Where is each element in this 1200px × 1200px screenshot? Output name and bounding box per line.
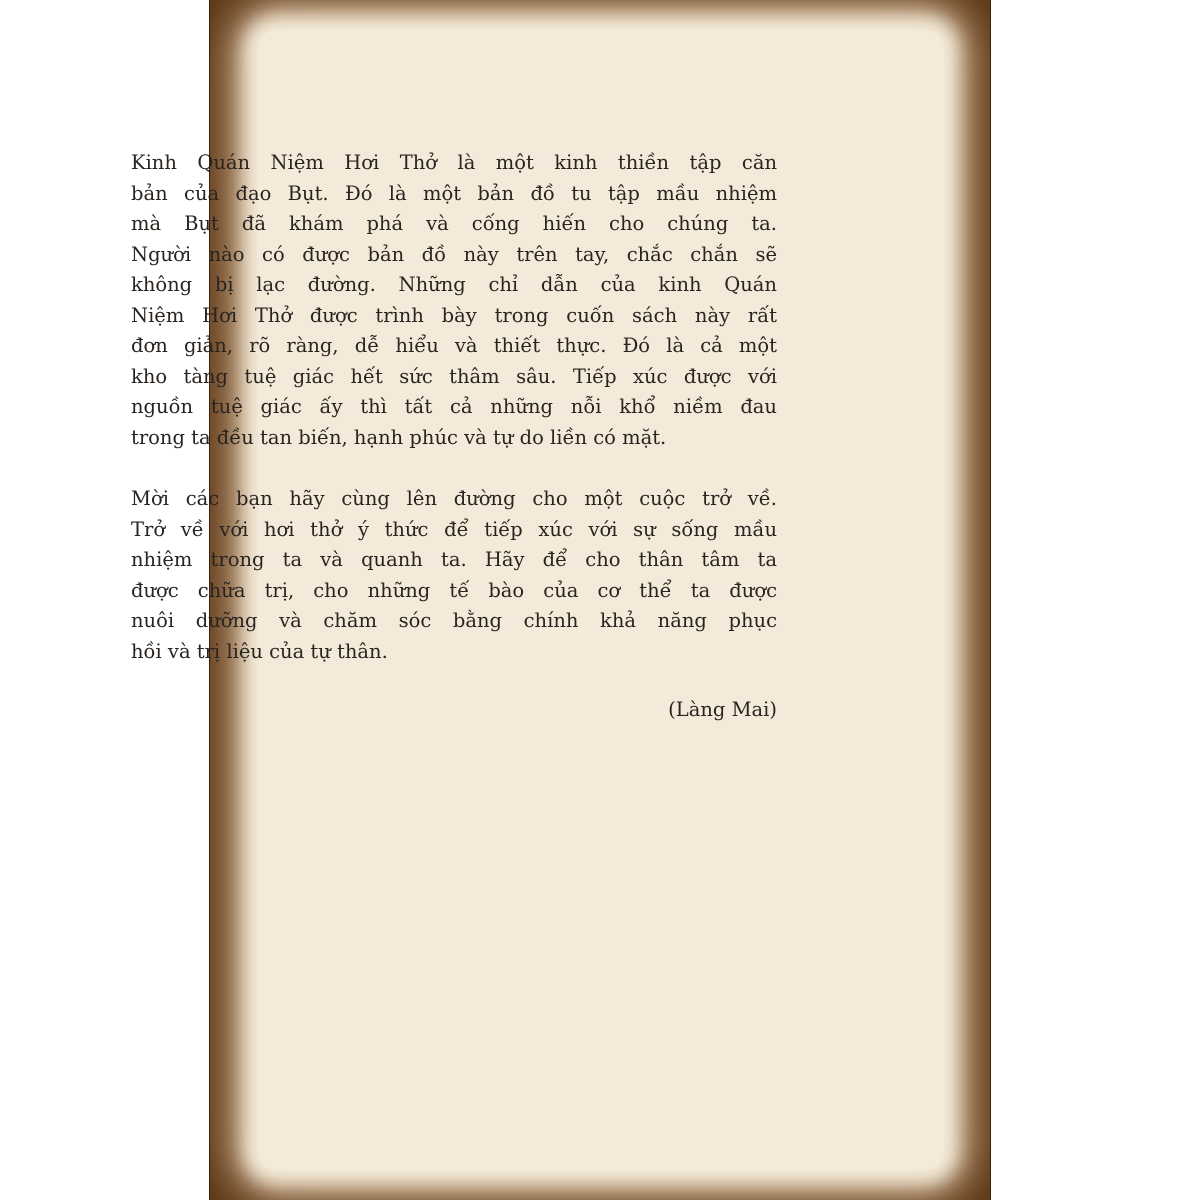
text-line: kho tàng tuệ giác hết sức thâm sâu. Tiếp xúc được với [131,364,777,388]
text-line: trong ta đều tan biến, hạnh phúc và tự do liền có mặt. [131,425,667,449]
text-line: nhiệm trong ta và quanh ta. Hãy để cho thân tâm ta [131,548,777,571]
text-line: không bị lạc đường. Những chỉ dẫn của kinh Quán [131,273,777,296]
text-line: được chữa trị, cho những tế bào của cơ thể ta được [131,578,777,602]
paragraph-gap [131,453,777,484]
text-line: Mời các bạn hãy cùng lên đường cho một cuộc trở về. [131,487,777,510]
signature: (Làng Mai) [668,698,777,721]
text-line: Kinh Quán Niệm Hơi Thở là một kinh thiền tập căn [131,151,777,174]
paragraph-2 [131,484,777,667]
text-line: hồi và trị liệu của tự thân. [131,639,388,663]
cover-text [131,148,777,726]
text-line: mà Bụt đã khám phá và cống hiến cho chúng ta. [131,212,777,235]
text-line: Niệm Hơi Thở được trình bày trong cuốn sách này rất [131,303,777,327]
text-line: Trở về với hơi thở ý thức để tiếp xúc với sự sống mầu [131,517,777,541]
text-line: bản của đạo Bụt. Đó là một bản đồ tu tập mầu nhiệm [131,181,777,205]
text-line: nguồn tuệ giác ấy thì tất cả những nỗi khổ niềm đau [131,395,777,418]
text-line: nuôi dưỡng và chăm sóc bằng chính khả năng phục [131,609,777,632]
text-line: Người nào có được bản đồ này trên tay, chắc chắn sẽ [131,242,777,266]
paragraph-1 [131,148,777,453]
text-line: đơn giản, rõ ràng, dễ hiểu và thiết thực. Đó là cả một [131,334,777,357]
